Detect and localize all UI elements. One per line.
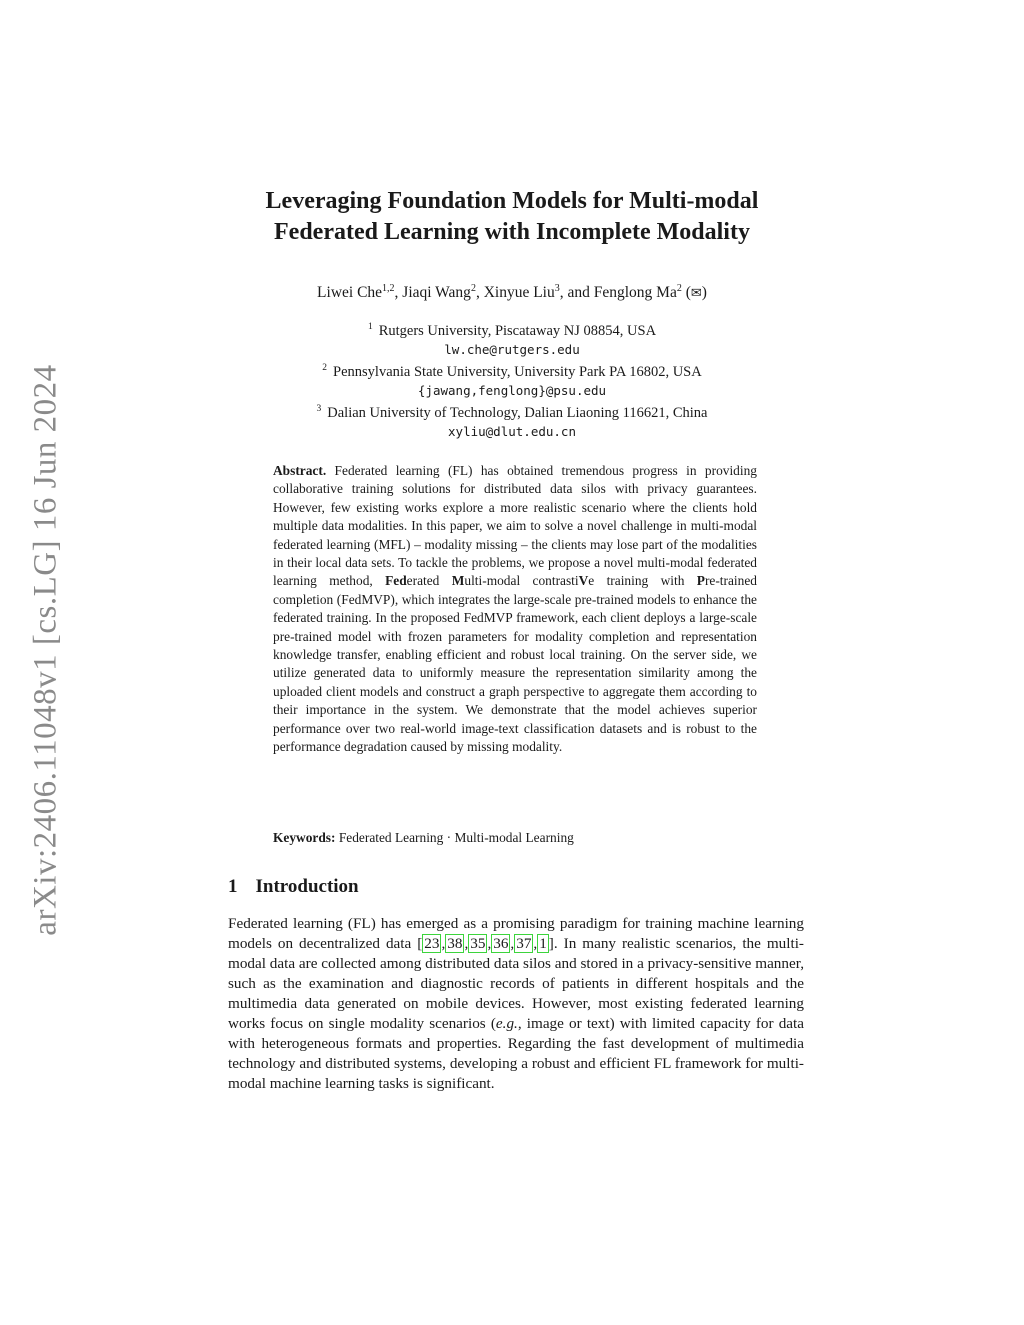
keywords-label: Keywords:: [273, 830, 336, 845]
abstract-text: ulti-modal contrasti: [464, 573, 579, 589]
author-name: Jiaqi Wang: [402, 284, 471, 302]
abstract: [273, 462, 757, 757]
title-line-1: Leveraging Foundation Models for Multi-modal: [265, 188, 759, 214]
citation-link[interactable]: 35: [470, 935, 486, 952]
intro-emphasis: e.g.: [495, 1015, 518, 1032]
abstract-text: erated: [406, 573, 452, 589]
section-title: Introduction: [255, 876, 359, 897]
arxiv-side-stamp: [26, 360, 66, 940]
abstract-acronym-letter: Fed: [385, 573, 407, 589]
abstract-acronym-letter: V: [578, 573, 589, 589]
author-name: Liwei Che: [317, 284, 383, 302]
abstract-label: Abstract.: [273, 463, 327, 478]
affiliation-number: 2: [322, 363, 328, 374]
abstract-text: Federated learning (FL) has obtained tremendous progress in providing collaborative training solutions for distributed data silos with privacy guarantees. However, few existing works explore a more realistic scenario where the clients hold multiple data modalities. In this paper, we aim to solve a novel challenge in multi-modal federated learning (MFL) – modality missing – the clients may lose part of the modalities in their local data sets. To tackle the problems, we propose a novel multi-modal federated learning method,: [273, 463, 757, 589]
affiliation-line: [200, 400, 824, 423]
envelope-icon[interactable]: ✉: [690, 286, 702, 302]
author-affiliation-mark: 2: [676, 283, 682, 294]
affiliation-line: [200, 359, 824, 382]
abstract-text: re-trained completion (FedMVP), which integrates the large-scale pre-trained models to enhance the federated training. In the proposed FedMVP framework, each client deploys a large-scale pre-trained model with frozen parameters for modality completion and representation knowledge transfer, enabling efficient and robust local training. On the server side, we utilize generated data to uniformly measure the representation similarity among the uploaded client models and construct a graph perspective to aggregate them according to their importance in the system. We demonstrate that the model achieves superior performance over two real-world image-text classification datasets and is robust to the performance degradation caused by missing modality.: [273, 573, 757, 755]
citation-link[interactable]: 1: [539, 935, 547, 952]
author-name: Xinyue Liu: [483, 284, 555, 302]
intro-text: ]. In many realistic scenarios, the multi-modal data are collected among distributed data silos and stored in a privacy-sensitive manner, such as the examination and diagnostic records of patients in different hospitals and the multimedia data generated on mobile devices. However, most existing federated learning works focus on single modality scenarios (: [228, 935, 804, 1032]
intro-text: Federated learning (FL) has emerged as a promising paradigm for training machine learning models on decentralized data [: [228, 915, 804, 952]
paper-title: [200, 186, 824, 248]
section-number: 1: [228, 876, 238, 897]
citation-link[interactable]: 37: [516, 935, 532, 952]
citation-link[interactable]: 23: [424, 935, 440, 952]
author-name: Fenglong Ma: [593, 284, 677, 302]
abstract-text: e training with: [588, 573, 697, 589]
affiliation-email[interactable]: lw.che@rutgers.edu: [444, 341, 580, 357]
author-affiliation-mark: 2: [470, 283, 476, 294]
author-list: Liwei Che$^{1,2}$, Jiaqi Wang$^2$, Xinyue Liu$^3$, and Fenglong Ma$^2$ (✉): [317, 283, 707, 302]
affiliation-text: Pennsylvania State University, University Park PA 16802, USA: [333, 364, 702, 381]
citation-link[interactable]: 36: [493, 935, 509, 952]
affiliation-line: [200, 318, 824, 341]
affiliation-email[interactable]: {jawang,fenglong}@psu.edu: [417, 382, 607, 398]
affiliation-number: 3: [316, 404, 322, 415]
author-separator: , and: [559, 284, 594, 302]
author-affiliation-mark: 3: [554, 283, 560, 294]
introduction-paragraph: Federated learning (FL) has emerged as a promising paradigm for training machine learning models on decentralized data [ 23 , 38 , 35 , 36 , 37 , 1 ]. In many realistic scenarios, the multi-modal data are collected among distributed data silos and stored in a privacy-sensitive manner, such as the examination and diagnostic records of patients in different hospitals and the multimedia data generated on mobile devices. However, most existing federated learning works focus on single modality scenarios (e.g., image or text) with limited capacity for data with heterogeneous formats and properties. Regarding the fast development of multimedia technology and distributed systems, developing a robust and efficient FL framework for multi-modal machine learning tasks is significant.: [228, 915, 804, 1092]
abstract-acronym-letter: P: [696, 573, 705, 589]
citation-link[interactable]: 38: [447, 935, 463, 952]
keywords-text: Federated Learning · Multi-modal Learning: [335, 830, 574, 845]
affiliation-text: Dalian University of Technology, Dalian Liaoning 116621, China: [327, 405, 708, 422]
section-heading: [228, 876, 359, 898]
intro-text: , image or text) with limited capacity for data with heterogeneous formats and properties. Regarding the fast development of multimedia technology and distributed systems, developing a robust and efficient FL framework for multi-modal machine learning tasks is significant.: [228, 1015, 804, 1092]
affiliations: [200, 318, 824, 442]
author-affiliation-mark: 1,2: [382, 283, 395, 294]
affiliation-email[interactable]: xyliu@dlut.edu.cn: [448, 424, 576, 439]
title-line-2: Federated Learning with Incomplete Modality: [274, 219, 750, 245]
affiliation-text: Rutgers University, Piscataway NJ 08854, USA: [378, 322, 657, 339]
keywords: [273, 830, 757, 846]
arxiv-identifier: arXiv:2406.11048v1 [cs.LG] 16 Jun 2024: [27, 364, 64, 936]
affiliation-number: 1: [367, 322, 373, 332]
abstract-acronym-letter: M: [451, 573, 465, 589]
